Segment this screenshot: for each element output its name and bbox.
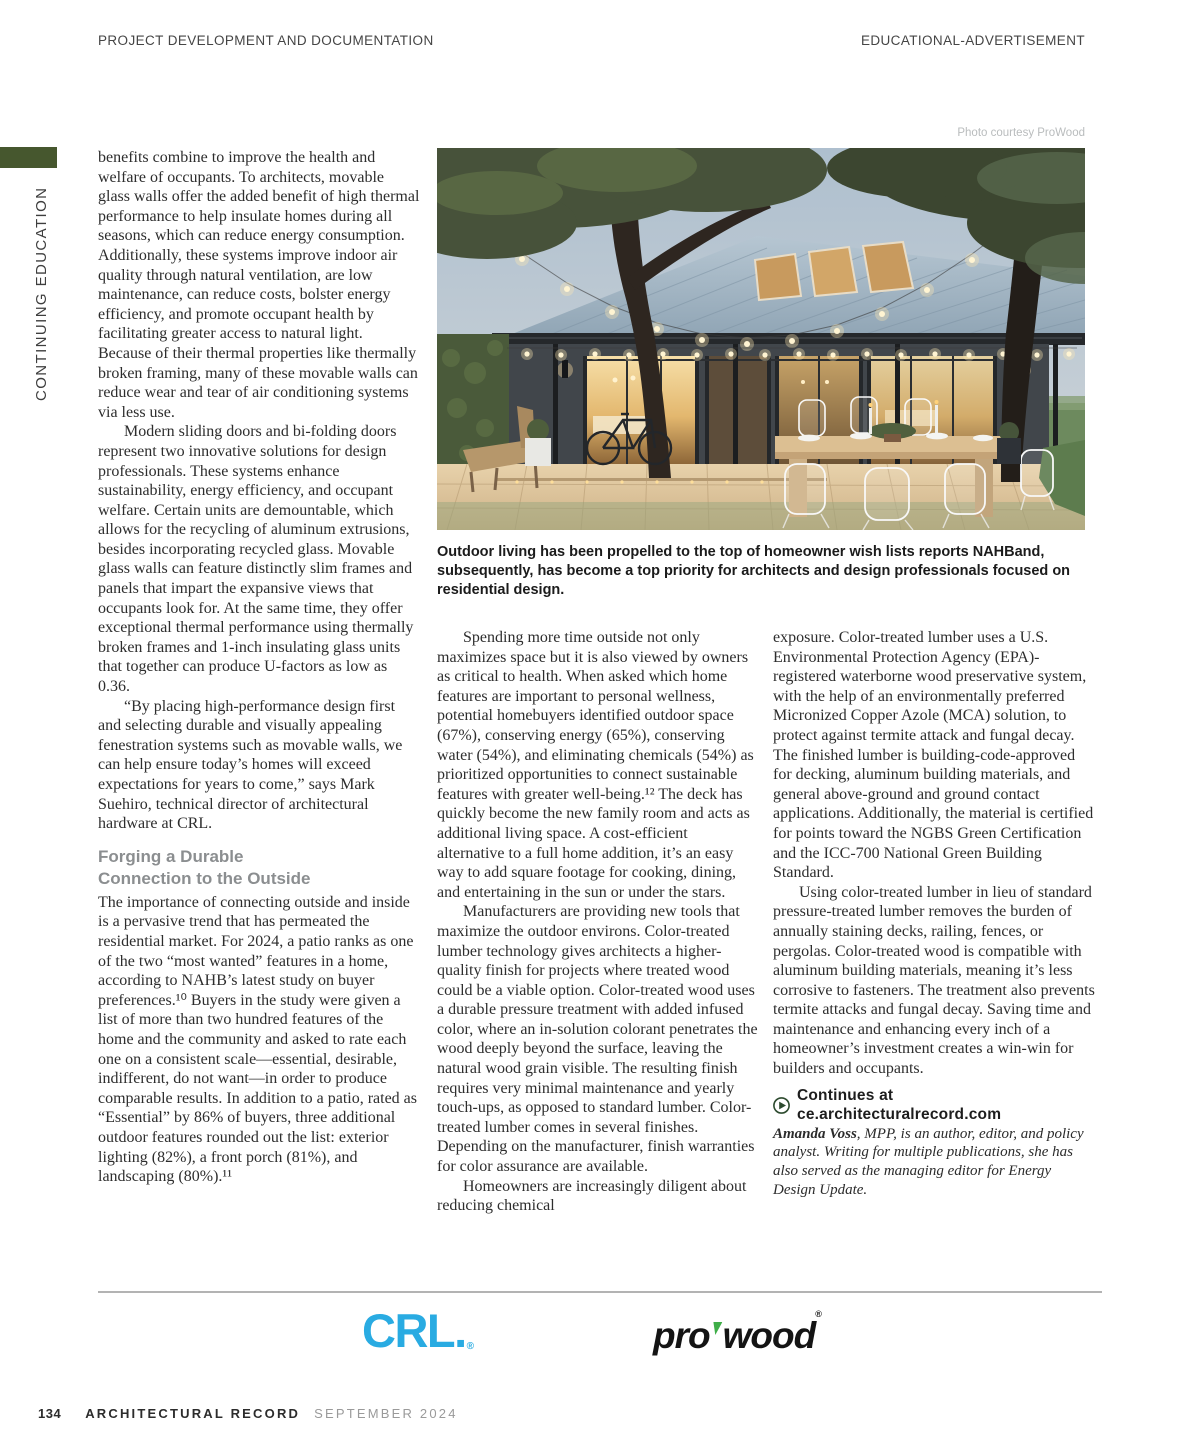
prowood-apostrophe-icon bbox=[710, 1322, 722, 1335]
paragraph: Spending more time outside not only maximizes space but it is also viewed by owners as critical to health. When asked which home features are important to personal wellness, potential homebuyers identified outdoor space (67%), conserving energy (65%), conserving water (54%), and eliminating chemicals (54%) as prioritized opportunities to connect sustainable features with greater well-being.¹² The deck has quickly become the new family room and acts as additional living space. A cost-efficient alternative to a full home addition, it’s an easy way to add square footage for cooking, dining, and entertaining in the sun or under the stars. bbox=[437, 629, 754, 901]
crl-registered-mark: ® bbox=[466, 1341, 475, 1352]
author-name: Amanda Voss bbox=[773, 1125, 857, 1142]
crl-logo-text: CRL. bbox=[362, 1304, 466, 1357]
section-heading bbox=[98, 846, 420, 890]
footer-divider bbox=[98, 1291, 1102, 1293]
footer-page-number: 134 bbox=[38, 1406, 62, 1421]
author-bio-text: , MPP, is an author, editor, and policy analyst. Writing for multiple publications, she has also served as the managing editor for Energy Design Update. bbox=[773, 1125, 1084, 1198]
footer-magazine-title: ARCHITECTURAL RECORD bbox=[85, 1406, 301, 1421]
prowood-logo-pre: pro bbox=[653, 1315, 710, 1356]
prowood-registered-mark: ® bbox=[815, 1308, 822, 1319]
section-heading-line1: Forging a Durable bbox=[98, 846, 244, 866]
article-column-3 bbox=[773, 628, 1095, 1199]
section-heading-line2: Connection to the Outside bbox=[98, 868, 311, 888]
footer-issue-date: SEPTEMBER 2024 bbox=[314, 1406, 458, 1421]
prowood-logo bbox=[653, 1308, 822, 1357]
paragraph: exposure. Color-treated lumber uses a U.S. Environmental Protection Agency (EPA)-registered waterborne wood preservative system, with the help of an environmentally preferred Micronized Copper Azole (MCA) solution, to protect against termite attack and fungal decay. The finished lumber is building-code-approved for decking, aluminum building materials, and general above-ground and ground contact applications. Additionally, the material is certified for points toward the NGBS Green Certification and the ICC-700 National Green Building Standard. bbox=[773, 629, 1094, 882]
article-column-2 bbox=[437, 628, 759, 1216]
crl-logo bbox=[362, 1303, 473, 1358]
prowood-logo-post: wood bbox=[722, 1315, 816, 1356]
continues-text: Continues at ce.architecturalrecord.com bbox=[797, 1086, 1002, 1124]
page-footer bbox=[38, 1406, 458, 1421]
photo-caption: Outdoor living has been propelled to the top of homeowner wish lists reports NAHBand, subsequently, has become a top priority for architects and design professionals focused on residential design. bbox=[437, 544, 1071, 598]
continuing-education-bar bbox=[0, 147, 57, 168]
photo-credit: Photo courtesy ProWood bbox=[957, 127, 1085, 139]
continuing-education-label: CONTINUING EDUCATION bbox=[33, 186, 50, 401]
article-photo bbox=[437, 148, 1085, 530]
paragraph: Modern sliding doors and bi-folding doors represent two innovative solutions for design professionals. These systems enhance sustainability, energy efficiency, and occupant welfare. Certain units are demountable, which allows for the recycling of aluminum extrusions, besides incorporating recycled glass. Movable glass walls can feature distinctly slim frames and panels that impart the expansive views that occupants look for. At the same time, they offer exceptional thermal performance using thermally broken frames and 1-inch insulating glass units that together can produce U-factors as low as 0.36. bbox=[98, 423, 414, 696]
continues-link[interactable] bbox=[773, 1086, 1095, 1125]
article-column-1 bbox=[98, 148, 420, 1187]
play-icon bbox=[773, 1097, 790, 1114]
paragraph: The importance of connecting outside and inside is a pervasive trend that has permeated the residential market. For 2024, a patio ranks as one of the two “most wanted” features in a home, according to NAHB’s latest study on buyer preferences.¹⁰ Buyers in the study were given a list of more than two hundred features of the home and the community and asked to rate each one on a consistent scale—essential, desirable, indifferent, do not want—in order to produce comparable results. In addition to a patio, rated as “Essential” by 86% of buyers, three additional outdoor features rounded out the list: exterior lighting (82%), a front porch (81%), and landscaping (80%).¹¹ bbox=[98, 893, 418, 1186]
header-section-title: PROJECT DEVELOPMENT AND DOCUMENTATION bbox=[98, 33, 434, 48]
deck-photo-illustration bbox=[437, 148, 1085, 530]
paragraph: benefits combine to improve the health and welfare of occupants. To architects, movable glass walls offer the added benefit of high thermal performance to help insulate homes during all seasons, which can reduce energy consumption. Additionally, these systems improve indoor air quality through natural ventilation, are low maintenance, can reduce costs, bolster energy efficiency, and promote occupant health by facilitating greater access to natural light. Because of their thermal properties like thermally broken framing, many of these movable walls can reduce wear and tear of air conditioning systems via less use. bbox=[98, 149, 420, 421]
paragraph: Using color-treated lumber in lieu of standard pressure-treated lumber removes the burden of annually staining decks, railing, fences, or pergolas. Color-treated wood is compatible with aluminum building materials, meaning it’s less corrosive to fasteners. The treatment also prevents termite attacks and fungal decay. Saving time and maintenance and enhancing every inch of a homeowner’s investment creates a win-win for builders and occupants. bbox=[773, 883, 1095, 1078]
paragraph: Manufacturers are providing new tools that maximize the outdoor environs. Color-treated lumber technology gives architects a higher-quality finish for projects where treated wood could be a viable option. Color-treated wood uses a durable pressure treatment with added infused color, where an in-solution colorant penetrates the wood deeply beyond the surface, leaving the natural wood grain visible. The resulting finish requires very minimal maintenance and yearly touch-ups, as opposed to standard lumber. Color-treated lumber comes in several finishes. Depending on the manufacturer, finish warranties for color assurance are available. bbox=[437, 903, 758, 1176]
paragraph: “By placing high-performance design first and selecting durable and visually appealing fenestration systems such as movable walls, we can help ensure today’s homes will exceed expectations for years to come,” says Mark Suehiro, technical director of architectural hardware at CRL. bbox=[98, 697, 403, 833]
header-advertisement-label: EDUCATIONAL-ADVERTISEMENT bbox=[860, 33, 1085, 48]
paragraph: Homeowners are increasingly diligent about reducing chemical bbox=[437, 1177, 747, 1215]
author-bio bbox=[773, 1125, 1095, 1199]
